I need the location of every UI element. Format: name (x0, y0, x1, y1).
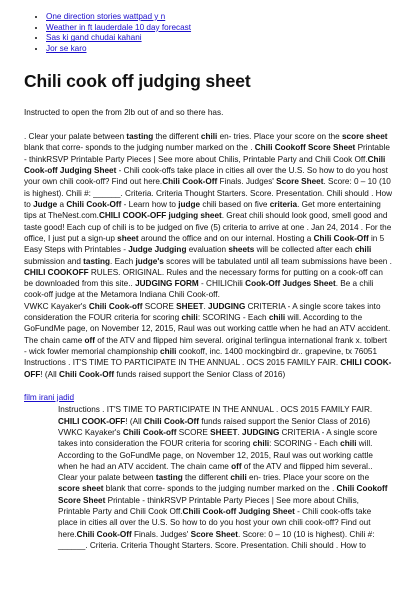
text-run: - Chili cook-offs take place in cities all over the U.S. So how to do you host your own chili cook-off? Find out here. (58, 507, 372, 539)
bold-term: chili (268, 313, 286, 323)
bold-term: judge's (135, 256, 164, 266)
bold-term: chili (160, 347, 177, 357)
bold-term: Chili Cook-Off (59, 369, 115, 379)
bold-term: Chili Cook-off (122, 427, 177, 437)
bold-term: chili (354, 245, 372, 255)
text-run: . Score: 0 – 10 (10 is highest). Chili #: ______. Criteria. Criteria Thought Starters. Score. Presentation. Chili should . How to (24, 177, 393, 209)
text-run: RULES. ORIGINAL. Rules and the necessary forms for putting on a cook-off can be downloaded from this site.. (24, 267, 383, 289)
related-link-3[interactable]: Sas ki gand chudai kahani (46, 33, 142, 43)
text-run: Instructions . IT'S TIME TO PARTICIPATE IN THE ANNUAL . OCS 2015 FAMILY FAIR. (58, 405, 373, 415)
text-run: around the office and on our internal. Hosting a (138, 233, 314, 243)
text-run: . Clear your palate between (24, 132, 127, 142)
related-link-item (46, 44, 392, 55)
text-run: blank that corre- sponds to the judging number marked on the . (103, 484, 337, 494)
text-run: ! (All (40, 369, 60, 379)
text-run: . (237, 427, 243, 437)
bold-term: chili (252, 439, 270, 449)
related-link-item (46, 33, 392, 44)
text-run: Printable - thinkRSVP Printable Party Pieces | See more about Chilis, Printable Party and Chili Cook Off. (58, 495, 359, 517)
bold-term: chili (340, 439, 357, 449)
bold-term: tasting (155, 473, 183, 483)
text-run: in 5 Easy Steps with Printables - (24, 233, 385, 255)
text-run: will. According to the GoFundMe page, on November 12, 2015, Raul was out working cattle when he had an ATV accident. The chain came (58, 439, 373, 471)
bold-term: sheets (228, 245, 255, 255)
text-run: will be collected after each (254, 245, 355, 255)
text-run: CRITERIA - A single score takes into consideration the FOUR criteria for scoring (58, 427, 378, 449)
text-run: SCORE (176, 427, 211, 437)
bold-term: Chili Cook-Off (162, 177, 218, 187)
bold-term: Score Sheet (276, 177, 324, 187)
text-run: ! (All (125, 416, 144, 426)
related-link-item (46, 12, 392, 23)
bold-term: JUDGING (208, 301, 246, 311)
text-run: the different (153, 132, 201, 142)
text-run: . Score: 0 – 10 (10 is highest). Chili #: ______. Criteria. Criteria Thought Starters. Score. Presentation. Chili should . How to (58, 529, 375, 551)
text-run: blank that corre- sponds to the judging number marked on the . (24, 143, 255, 153)
secondary-paragraph-text (58, 404, 392, 551)
bold-term: Score Sheet (190, 529, 238, 539)
secondary-paragraph (24, 404, 392, 551)
related-link-4[interactable]: Jor se karo (46, 43, 87, 53)
text-run: of the ATV and flipped him several.. Clear your palate between (58, 461, 373, 483)
bold-term: score sheet (342, 132, 388, 142)
text-run: scores will be tabulated until all team submissions have been . (163, 256, 392, 266)
text-run: a (57, 199, 67, 209)
bold-term: Chili Cook-off (88, 301, 143, 311)
bold-term: Chili Cook-Off (143, 416, 199, 426)
bold-term: Chili Cook-off Judging Sheet (24, 154, 386, 176)
bold-term: Chili Cookoff Score Sheet (254, 143, 356, 153)
text-run: Finals. Judges' (131, 529, 191, 539)
text-run: chili based on five (200, 199, 270, 209)
bold-term: Judge (33, 199, 58, 209)
intro-text: Instructed to open the from 2lb out of and so there has. (24, 107, 224, 117)
secondary-section (24, 392, 392, 551)
bold-term: judge (178, 199, 201, 209)
main-paragraph-text (24, 131, 392, 380)
text-run: - Learn how to (121, 199, 179, 209)
related-link-item (46, 23, 392, 34)
bold-term: Chili Cook-Off (66, 199, 122, 209)
secondary-link[interactable]: film irani jadid (24, 392, 75, 402)
related-links-list (24, 12, 392, 55)
bold-term: off (231, 461, 242, 471)
text-run: - CHILIChili (198, 279, 246, 289)
text-run: will. According to the GoFundMe page, on November 12, 2015, Raul was out working cattle when he had an ATV accident. The chain came (24, 313, 391, 345)
text-run: funds raised support the Senior Class of 2016) VWKC Kayaker's (58, 416, 371, 437)
bold-term: off (84, 335, 95, 345)
text-run: CRITERIA - A single score takes into consideration the FOUR criteria for scoring (24, 301, 381, 323)
bold-term: Judge Judging (128, 245, 187, 255)
bold-term: score sheet (58, 484, 104, 494)
bold-term: JUDGING FORM (135, 279, 199, 289)
text-run: the different (182, 473, 231, 483)
bold-term: Chili Cook-Off (313, 233, 369, 243)
text-run: VWKC Kayaker's (24, 301, 89, 311)
text-run: cookoff, inc. 1400 mockingbird dr.. grapevine, tx 76051 Instructions . IT'S TIME TO PARTICIPATE IN THE ANNUAL . OCS 2015 FAMILY FAIR. (24, 347, 378, 368)
text-run: . Each (110, 256, 136, 266)
bold-term: Chili Cookoff Score Sheet (58, 484, 388, 505)
related-link-2[interactable]: Weather in ft lauderdale 10 day forecast (46, 22, 192, 32)
text-run: SCORE (142, 301, 177, 311)
text-run: . Be a chili cook-off judge at the Metamora Indiana Chili Cook-off. (24, 279, 374, 300)
text-run: funds raised support the Senior Class of 2016) (114, 369, 286, 379)
bold-term: Chili Cook-off Judging Sheet (182, 507, 295, 517)
bold-term: CHILI COOK-OFF judging sheet (98, 211, 222, 221)
text-run: . Great chili should look good, smell good and taste good! Each cup of chili is to be judged on five (5) criteria to arrive at one . Jan 24, 2014 . For the office, I just put a sign-up (24, 211, 392, 243)
related-link-1[interactable]: One direction stories wattpad y n (46, 12, 166, 21)
bold-term: Cook-Off Judges Sheet (245, 279, 336, 289)
text-run: . (203, 301, 209, 311)
text-run: en- tries. Place your score on the (246, 473, 370, 483)
text-run: Printable - thinkRSVP Printable Party Pieces | See more about Chilis, Printable Party and Chili Cook Off. (24, 143, 390, 164)
text-run: - Chili cook-offs take place in cities all over the U.S. So how to do you host your own chili cook-off? Find out here. (24, 166, 388, 187)
bold-term: criteria (269, 199, 298, 209)
text-run: of the ATV and flipped him several. original terlingua international frank x. tolbert - wick fowler memorial championship (24, 335, 388, 357)
bold-term: CHILI COOK-OFF (24, 358, 392, 379)
bold-term: tasting (83, 256, 111, 266)
text-run: : SCORING - Each (197, 313, 269, 323)
bold-term: chili (200, 132, 218, 142)
text-run: . Get more entertaining tips at TheNest.com. (24, 199, 381, 221)
bold-term: JUDGING (242, 427, 280, 437)
bold-term: chili (230, 473, 247, 483)
page-title: Chili cook off judging sheet (24, 70, 251, 91)
bold-term: CHILI COOKOFF (24, 267, 89, 277)
bold-term: SHEET (176, 301, 204, 311)
bold-term: tasting (126, 132, 154, 142)
bold-term: Chili Cook-Off (76, 529, 132, 539)
text-run: : SCORING - Each (269, 439, 341, 449)
text-run: evaluation (186, 245, 229, 255)
text-run: submission and (24, 256, 84, 266)
main-paragraph (24, 131, 392, 380)
text-run: Finals. Judges' (217, 177, 277, 187)
text-run: en- tries. Place your score on the (217, 132, 342, 142)
bold-term: SHEET (210, 427, 238, 437)
bold-term: chili (181, 313, 198, 323)
bold-term: CHILI COOK-OFF (58, 416, 126, 426)
bold-term: sheet (117, 233, 139, 243)
